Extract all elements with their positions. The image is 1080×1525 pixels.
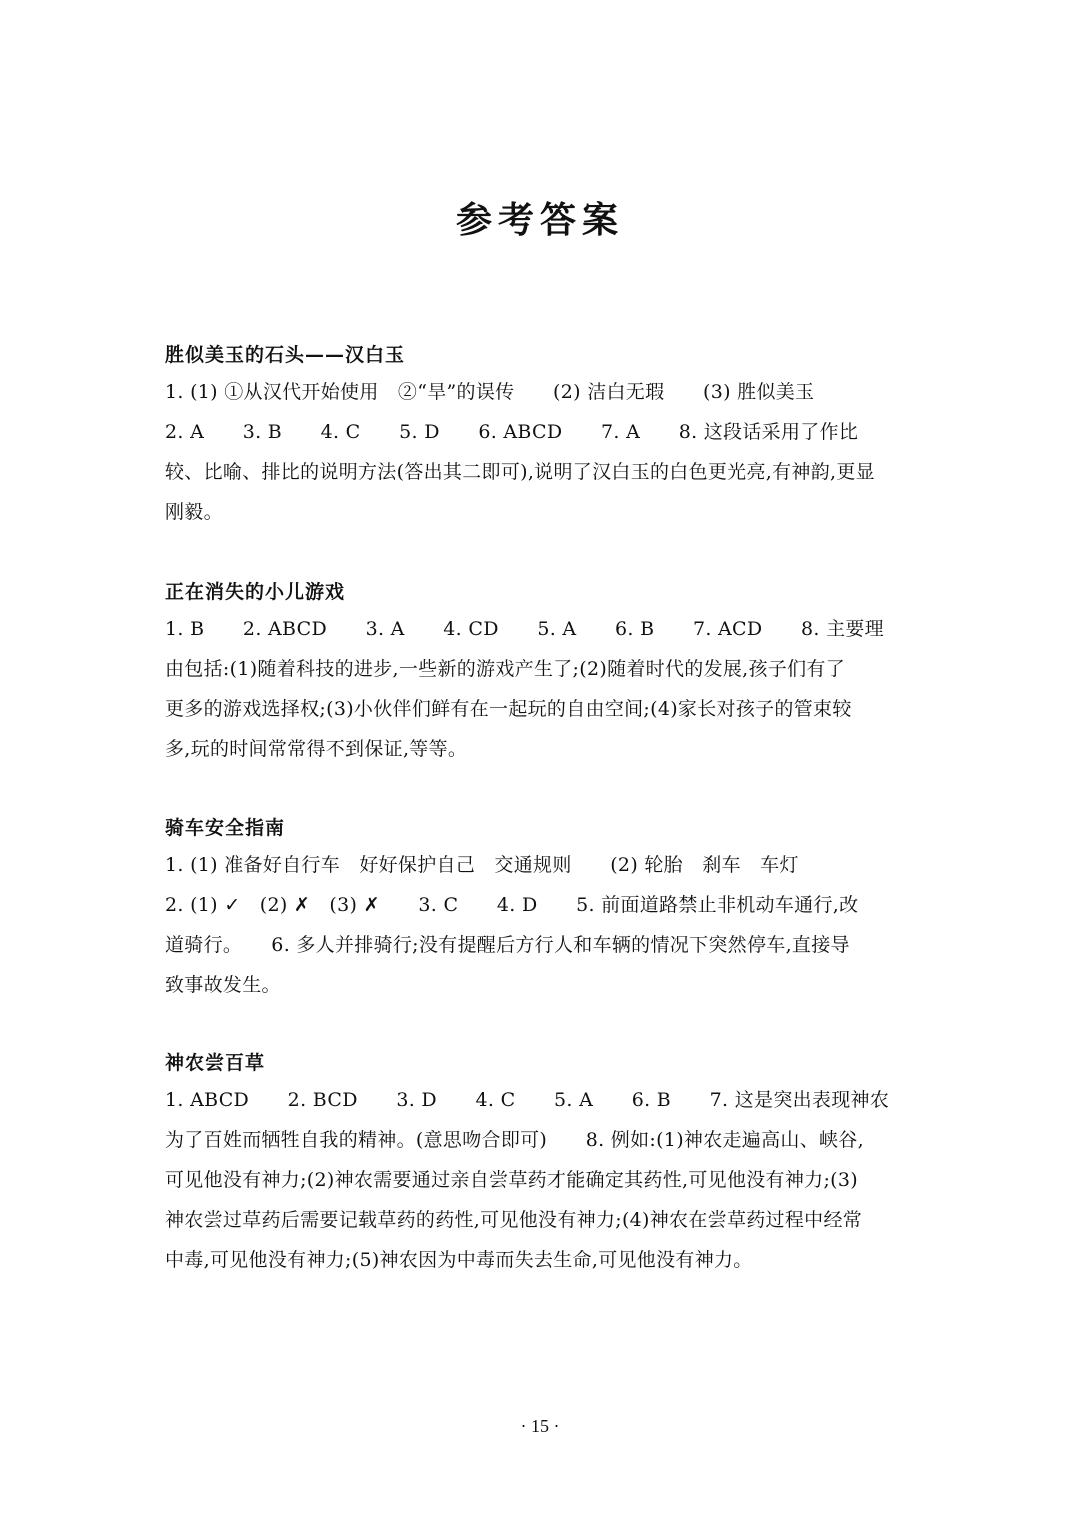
answer-line: 为了百姓而牺牲自我的精神。(意思吻合即可) 8. 例如:(1)神农走遍高山、峡谷,: [165, 1129, 864, 1151]
answer-line: 1. ABCD 2. BCD 3. D 4. C 5. A 6. B 7. 这是突出表现神农: [165, 1089, 890, 1111]
answer-line: 刚毅。: [165, 501, 223, 523]
answer-line: 1. (1) ①从汉代开始使用 ②“旱”的误传 (2) 洁白无瑕 (3) 胜似美玉: [165, 381, 815, 403]
section-heading: 正在消失的小儿游戏: [165, 581, 346, 603]
answer-line: 神农尝过草药后需要记载草药的药性,可见他没有神力;(4)神农在尝草药过程中经常: [165, 1209, 863, 1231]
answer-line: 1. B 2. ABCD 3. A 4. CD 5. A 6. B 7. ACD 8. 主要理: [165, 618, 884, 640]
section-heading: 骑车安全指南: [165, 817, 286, 839]
answer-line: 较、比喻、排比的说明方法(答出其二即可),说明了汉白玉的白色更光亮,有神韵,更显: [165, 461, 875, 483]
answer-line: 致事故发生。: [165, 974, 281, 996]
answer-line: 可见他没有神力;(2)神农需要通过亲自尝草药才能确定其药性,可见他没有神力;(3): [165, 1169, 858, 1191]
answer-line: 2. (1) ✓ (2) ✗ (3) ✗ 3. C 4. D 5. 前面道路禁止非机动车通行,改: [165, 894, 859, 916]
answer-line: 道骑行。 6. 多人并排骑行;没有提醒后方行人和车辆的情况下突然停车,直接导: [165, 934, 850, 956]
answer-line: 更多的游戏选择权;(3)小伙伴们鲜有在一起玩的自由空间;(4)家长对孩子的管束较: [165, 698, 852, 720]
page-title: 参考答案: [455, 199, 624, 241]
answer-line: 由包括:(1)随着科技的进步,一些新的游戏产生了;(2)随着时代的发展,孩子们有了: [165, 658, 846, 680]
section-heading: 神农尝百草: [165, 1052, 266, 1074]
section-shennong: [165, 1046, 925, 1280]
section-hanbaiyu: [165, 338, 925, 532]
answer-line: 中毒,可见他没有神力;(5)神农因为中毒而失去生命,可见他没有神力。: [165, 1249, 753, 1271]
page-number: · 15 ·: [520, 1416, 560, 1436]
answer-line: 2. A 3. B 4. C 5. D 6. ABCD 7. A 8. 这段话采用了作比: [165, 421, 859, 443]
section-heading: 胜似美玉的石头——汉白玉: [165, 344, 406, 366]
answer-line: 1. (1) 准备好自行车 好好保护自己 交通规则 (2) 轮胎 刹车 车灯: [165, 854, 799, 876]
answer-line: 多,玩的时间常常得不到保证,等等。: [165, 738, 468, 760]
section-children-games: [165, 575, 925, 769]
section-cycling-safety: [165, 811, 925, 1005]
